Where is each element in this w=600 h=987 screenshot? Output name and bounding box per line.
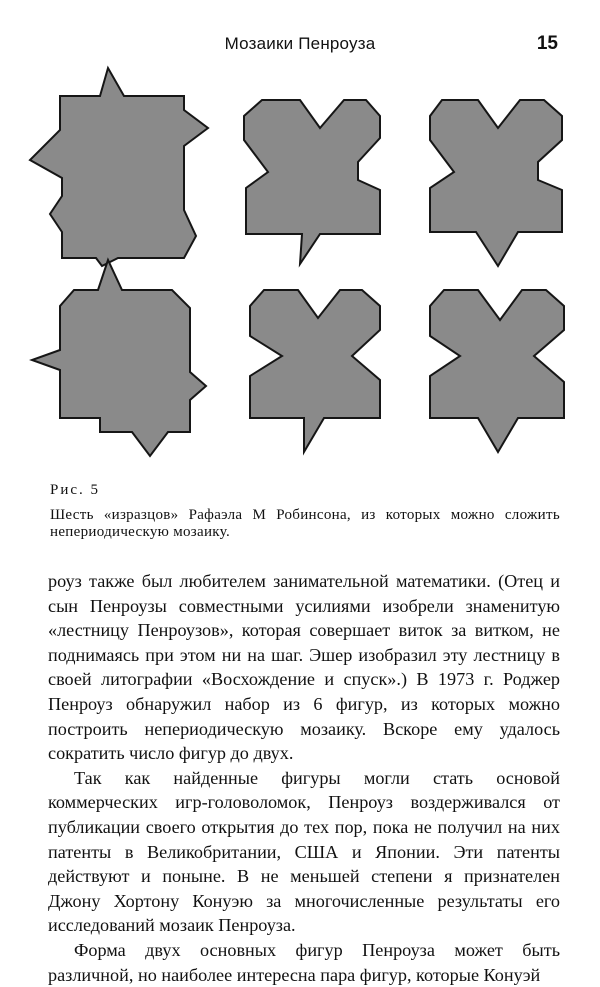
robinson-tile-3 bbox=[430, 100, 562, 266]
figure-label: Рис. 5 bbox=[50, 482, 101, 498]
robinson-tile-2 bbox=[244, 100, 380, 264]
robinson-tile-4 bbox=[32, 260, 206, 456]
page-number: 15 bbox=[536, 33, 558, 54]
figure-caption: Шесть «изразцов» Рафаэла М Робинсона, из которых можно сложить непериодическую мозаику. bbox=[50, 507, 560, 540]
running-header: Мозаики Пенроуза bbox=[224, 34, 376, 53]
paragraph-2: Так как найденные фигуры могли стать основой коммерческих игр-головоломок, Пенроуз воздерживался от публикации своего открытия до тех пор, пока не получил на них патенты в Великобритании, США и Японии. Эти патенты действуют и поныне. В не меньшей степени я признателен Джону Хортону Конуэю за многочисленные результаты его исследований мозаик Пенроуза. bbox=[48, 767, 560, 936]
paragraph-3: Форма двух основных фигур Пенроуза может быть различной, но наиболее интересна пара фигур, которые Конуэй bbox=[48, 939, 560, 985]
robinson-tile-1 bbox=[30, 68, 208, 266]
robinson-tile-5 bbox=[250, 290, 380, 452]
robinson-tile-6 bbox=[430, 290, 564, 452]
main-text bbox=[48, 569, 560, 987]
robinson-tiles-figure bbox=[0, 0, 600, 480]
paragraph-1: роуз также был любителем занимательной математики. (Отец и сын Пенроузы совместными усилиями изобрели знаменитую «лестницу Пенроузов», которая совершает виток за витком, не поднимаясь при этом ни на шаг. Эшер изобразил эту лестницу в своей литографии «Восхождение и спуск».) В 1973 г. Роджер Пенроуз обнаружил набор из 6 фигур, из которых можно построить непериодическую мозаику. Вскоре ему удалось сократить число фигур до двух. bbox=[48, 571, 560, 764]
